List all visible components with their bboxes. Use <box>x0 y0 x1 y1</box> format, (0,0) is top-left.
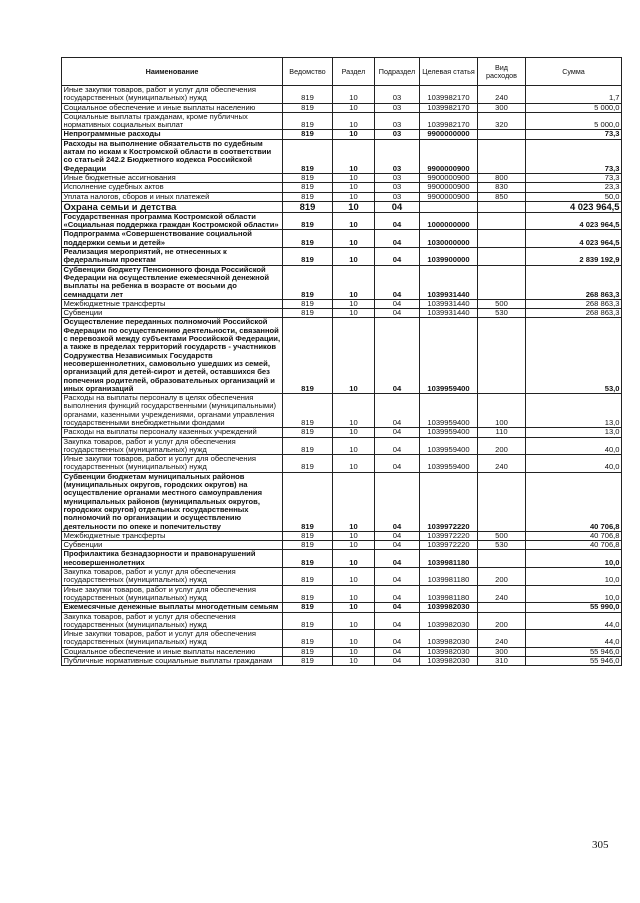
cell-pod: 03 <box>375 139 420 173</box>
cell-name: Субвенции бюджетам муниципальных районов (муниципальных округов, городских округов) на осуществление органами местного самоуправления муниципальных районов (муниципальных округов, городских округов) отдельных государственных полномочий по организации и осуществлению деятельности по опеке и попечительству <box>62 472 283 531</box>
cell-raz: 10 <box>333 541 375 550</box>
cell-name: Субвенции <box>62 541 283 550</box>
cell-raz: 10 <box>333 603 375 612</box>
cell-sum: 55 990,0 <box>526 603 622 612</box>
cell-vid: 200 <box>478 437 526 455</box>
cell-raz: 10 <box>333 531 375 540</box>
cell-vid: 240 <box>478 630 526 648</box>
cell-sum: 40 706,8 <box>526 541 622 550</box>
cell-st: 1000000000 <box>420 212 478 230</box>
cell-vid <box>478 139 526 173</box>
cell-vid <box>478 230 526 248</box>
cell-name: Подпрограмма «Совершенствование социальной поддержки семьи и детей» <box>62 230 283 248</box>
cell-raz: 10 <box>333 130 375 139</box>
table-row <box>62 612 622 630</box>
table-row <box>62 455 622 473</box>
cell-vid: 850 <box>478 192 526 201</box>
cell-ved: 819 <box>283 318 333 394</box>
cell-ved: 819 <box>283 647 333 656</box>
cell-pod: 04 <box>375 647 420 656</box>
cell-sum: 55 946,0 <box>526 647 622 656</box>
cell-sum: 2 839 192,9 <box>526 248 622 266</box>
table-row <box>62 630 622 648</box>
col-header-razdel: Раздел <box>333 58 375 86</box>
table-row <box>62 112 622 130</box>
cell-ved: 819 <box>283 173 333 182</box>
cell-pod: 04 <box>375 201 420 212</box>
cell-name: Ежемесячные денежные выплаты многодетным семьям <box>62 603 283 612</box>
cell-ved: 819 <box>283 541 333 550</box>
cell-name: Реализация мероприятий, не отнесенных к федеральным проектам <box>62 248 283 266</box>
cell-vid: 110 <box>478 428 526 437</box>
table-row <box>62 437 622 455</box>
cell-st: 9900000900 <box>420 183 478 192</box>
cell-sum: 5 000,0 <box>526 103 622 112</box>
cell-st: 1039982030 <box>420 657 478 666</box>
cell-vid <box>478 212 526 230</box>
table-row <box>62 212 622 230</box>
cell-st: 1039982030 <box>420 603 478 612</box>
col-header-name: Наименование <box>62 58 283 86</box>
cell-st: 1039900000 <box>420 248 478 266</box>
cell-raz: 10 <box>333 173 375 182</box>
cell-vid <box>478 265 526 299</box>
cell-vid <box>478 201 526 212</box>
table-row <box>62 568 622 586</box>
cell-name: Исполнение судебных актов <box>62 183 283 192</box>
cell-name: Социальное обеспечение и иные выплаты населению <box>62 103 283 112</box>
cell-st: 1039959400 <box>420 455 478 473</box>
cell-sum: 4 023 964,5 <box>526 212 622 230</box>
cell-vid: 100 <box>478 394 526 428</box>
cell-ved: 819 <box>283 230 333 248</box>
cell-st: 1039982030 <box>420 647 478 656</box>
cell-vid: 200 <box>478 612 526 630</box>
cell-pod: 04 <box>375 428 420 437</box>
cell-name: Публичные нормативные социальные выплаты гражданам <box>62 657 283 666</box>
cell-pod: 03 <box>375 192 420 201</box>
cell-st: 1039981180 <box>420 568 478 586</box>
cell-pod: 04 <box>375 568 420 586</box>
cell-sum: 13,0 <box>526 428 622 437</box>
cell-st: 1039931440 <box>420 309 478 318</box>
cell-pod: 04 <box>375 248 420 266</box>
cell-ved: 819 <box>283 309 333 318</box>
cell-ved: 819 <box>283 531 333 540</box>
cell-ved: 819 <box>283 112 333 130</box>
cell-sum: 268 863,3 <box>526 299 622 308</box>
col-header-vid: Вид расходов <box>478 58 526 86</box>
cell-ved: 819 <box>283 130 333 139</box>
cell-name: Уплата налогов, сборов и иных платежей <box>62 192 283 201</box>
cell-vid: 240 <box>478 86 526 104</box>
cell-vid <box>478 130 526 139</box>
table-row <box>62 103 622 112</box>
cell-pod: 04 <box>375 265 420 299</box>
cell-sum: 10,0 <box>526 568 622 586</box>
cell-vid <box>478 248 526 266</box>
cell-ved: 819 <box>283 248 333 266</box>
cell-name: Расходы на выполнение обязательств по судебным актам по искам к Костромской области в соответствии со статьей 242.2 Бюджетного кодекса Российской Федерации <box>62 139 283 173</box>
cell-name: Иные закупки товаров, работ и услуг для обеспечения государственных (муниципальных) нужд <box>62 86 283 104</box>
table-row <box>62 201 622 212</box>
cell-ved: 819 <box>283 437 333 455</box>
cell-st <box>420 201 478 212</box>
cell-raz: 10 <box>333 585 375 603</box>
cell-ved: 819 <box>283 550 333 568</box>
cell-pod: 04 <box>375 531 420 540</box>
cell-pod: 04 <box>375 394 420 428</box>
cell-st: 9900000900 <box>420 139 478 173</box>
cell-sum: 40,0 <box>526 437 622 455</box>
cell-sum: 4 023 964,5 <box>526 230 622 248</box>
cell-st: 1039972220 <box>420 531 478 540</box>
cell-name: Субвенции <box>62 309 283 318</box>
col-header-podrazdel: Подраздел <box>375 58 420 86</box>
cell-ved: 819 <box>283 603 333 612</box>
cell-name: Иные закупки товаров, работ и услуг для обеспечения государственных (муниципальных) нужд <box>62 630 283 648</box>
cell-raz: 10 <box>333 612 375 630</box>
cell-pod: 03 <box>375 173 420 182</box>
cell-pod: 03 <box>375 183 420 192</box>
cell-ved: 819 <box>283 394 333 428</box>
cell-name: Закупка товаров, работ и услуг для обеспечения государственных (муниципальных) нужд <box>62 568 283 586</box>
col-header-summa: Сумма <box>526 58 622 86</box>
cell-raz: 10 <box>333 212 375 230</box>
cell-st: 1039981180 <box>420 550 478 568</box>
table-row <box>62 585 622 603</box>
cell-ved: 819 <box>283 612 333 630</box>
cell-pod: 03 <box>375 130 420 139</box>
cell-pod: 04 <box>375 657 420 666</box>
cell-sum: 73,3 <box>526 130 622 139</box>
cell-ved: 819 <box>283 192 333 201</box>
cell-sum: 50,0 <box>526 192 622 201</box>
table-body <box>62 86 622 666</box>
col-header-vedomstvo: Ведомство <box>283 58 333 86</box>
cell-raz: 10 <box>333 647 375 656</box>
col-header-statya: Целевая статья <box>420 58 478 86</box>
cell-vid: 500 <box>478 299 526 308</box>
cell-ved: 819 <box>283 657 333 666</box>
cell-sum: 268 863,3 <box>526 265 622 299</box>
table-row <box>62 657 622 666</box>
cell-pod: 04 <box>375 612 420 630</box>
cell-sum: 1,7 <box>526 86 622 104</box>
cell-sum: 40 706,8 <box>526 472 622 531</box>
cell-st: 9900000900 <box>420 192 478 201</box>
cell-name: Иные закупки товаров, работ и услуг для обеспечения государственных (муниципальных) нужд <box>62 455 283 473</box>
cell-name: Социальное обеспечение и иные выплаты населению <box>62 647 283 656</box>
cell-st: 1039981180 <box>420 585 478 603</box>
table-row <box>62 472 622 531</box>
cell-pod: 04 <box>375 585 420 603</box>
cell-name: Закупка товаров, работ и услуг для обеспечения государственных (муниципальных) нужд <box>62 437 283 455</box>
cell-st: 1039982030 <box>420 612 478 630</box>
cell-name: Субвенции бюджету Пенсионного фонда Российской Федерации на осуществление ежемесячной денежной выплаты на ребенка в возрасте от восьми до семнадцати лет <box>62 265 283 299</box>
cell-sum: 53,0 <box>526 318 622 394</box>
table-row <box>62 394 622 428</box>
cell-name: Расходы на выплаты персоналу в целях обеспечения выполнения функций государственными (муниципальными) органами, казенными учреждениями, органами управления государственными внебюджетными фондами <box>62 394 283 428</box>
cell-vid: 240 <box>478 585 526 603</box>
cell-st: 1039982170 <box>420 112 478 130</box>
cell-vid: 240 <box>478 455 526 473</box>
cell-ved: 819 <box>283 630 333 648</box>
cell-pod: 04 <box>375 309 420 318</box>
cell-raz: 10 <box>333 437 375 455</box>
cell-vid <box>478 318 526 394</box>
cell-pod: 03 <box>375 103 420 112</box>
table-row <box>62 318 622 394</box>
cell-raz: 10 <box>333 309 375 318</box>
cell-sum: 40,0 <box>526 455 622 473</box>
cell-st: 1039959400 <box>420 437 478 455</box>
cell-st: 1039959400 <box>420 318 478 394</box>
cell-sum: 10,0 <box>526 550 622 568</box>
cell-pod: 04 <box>375 550 420 568</box>
cell-raz: 10 <box>333 568 375 586</box>
cell-sum: 268 863,3 <box>526 309 622 318</box>
cell-vid: 200 <box>478 568 526 586</box>
cell-ved: 819 <box>283 455 333 473</box>
cell-raz: 10 <box>333 455 375 473</box>
cell-sum: 23,3 <box>526 183 622 192</box>
cell-ved: 819 <box>283 139 333 173</box>
cell-raz: 10 <box>333 192 375 201</box>
cell-vid: 500 <box>478 531 526 540</box>
cell-name: Межбюджетные трансферты <box>62 299 283 308</box>
cell-sum: 44,0 <box>526 630 622 648</box>
table-row <box>62 541 622 550</box>
cell-raz: 10 <box>333 112 375 130</box>
cell-raz: 10 <box>333 139 375 173</box>
cell-pod: 04 <box>375 455 420 473</box>
cell-pod: 03 <box>375 86 420 104</box>
table-row <box>62 130 622 139</box>
cell-vid: 530 <box>478 309 526 318</box>
cell-raz: 10 <box>333 394 375 428</box>
cell-name: Иные бюджетные ассигнования <box>62 173 283 182</box>
cell-pod: 04 <box>375 630 420 648</box>
table-row <box>62 550 622 568</box>
table-row <box>62 531 622 540</box>
cell-st: 1039972220 <box>420 541 478 550</box>
cell-vid <box>478 603 526 612</box>
table-row <box>62 192 622 201</box>
table-row <box>62 173 622 182</box>
cell-raz: 10 <box>333 183 375 192</box>
table-row <box>62 265 622 299</box>
cell-raz: 10 <box>333 86 375 104</box>
table-row <box>62 299 622 308</box>
cell-ved: 819 <box>283 86 333 104</box>
cell-name: Охрана семьи и детства <box>62 201 283 212</box>
cell-sum: 4 023 964,5 <box>526 201 622 212</box>
cell-ved: 819 <box>283 201 333 212</box>
cell-name: Иные закупки товаров, работ и услуг для обеспечения государственных (муниципальных) нужд <box>62 585 283 603</box>
cell-st: 1039972220 <box>420 472 478 531</box>
cell-vid: 800 <box>478 173 526 182</box>
cell-vid: 830 <box>478 183 526 192</box>
cell-st: 9900000900 <box>420 173 478 182</box>
cell-ved: 819 <box>283 428 333 437</box>
table-row <box>62 248 622 266</box>
cell-pod: 04 <box>375 603 420 612</box>
table-row <box>62 603 622 612</box>
cell-st: 9900000000 <box>420 130 478 139</box>
cell-pod: 03 <box>375 112 420 130</box>
table-row <box>62 309 622 318</box>
budget-table <box>61 57 622 666</box>
cell-sum: 55 946,0 <box>526 657 622 666</box>
cell-raz: 10 <box>333 201 375 212</box>
cell-raz: 10 <box>333 248 375 266</box>
cell-st: 1030000000 <box>420 230 478 248</box>
cell-pod: 04 <box>375 299 420 308</box>
cell-pod: 04 <box>375 318 420 394</box>
cell-pod: 04 <box>375 472 420 531</box>
cell-raz: 10 <box>333 472 375 531</box>
cell-vid: 310 <box>478 657 526 666</box>
table-row <box>62 183 622 192</box>
cell-sum: 13,0 <box>526 394 622 428</box>
cell-ved: 819 <box>283 568 333 586</box>
cell-name: Непрограммные расходы <box>62 130 283 139</box>
cell-ved: 819 <box>283 103 333 112</box>
cell-ved: 819 <box>283 212 333 230</box>
cell-sum: 10,0 <box>526 585 622 603</box>
cell-ved: 819 <box>283 265 333 299</box>
cell-vid <box>478 472 526 531</box>
cell-ved: 819 <box>283 183 333 192</box>
cell-ved: 819 <box>283 585 333 603</box>
table-row <box>62 230 622 248</box>
cell-raz: 10 <box>333 657 375 666</box>
cell-sum: 73,3 <box>526 173 622 182</box>
cell-st: 1039959400 <box>420 394 478 428</box>
page-number: 305 <box>592 839 609 851</box>
cell-st: 1039982170 <box>420 86 478 104</box>
table-row <box>62 139 622 173</box>
table-row <box>62 647 622 656</box>
cell-name: Социальные выплаты гражданам, кроме публичных нормативных социальных выплат <box>62 112 283 130</box>
cell-sum: 5 000,0 <box>526 112 622 130</box>
cell-ved: 819 <box>283 472 333 531</box>
cell-raz: 10 <box>333 103 375 112</box>
cell-name: Закупка товаров, работ и услуг для обеспечения государственных (муниципальных) нужд <box>62 612 283 630</box>
cell-sum: 40 706,8 <box>526 531 622 540</box>
cell-name: Осуществление переданных полномочий Российской Федерации по осуществлению деятельности, связанной с перевозкой между субъектами Российской Федерации, а также в пределах территорий государств - участников Содружества Независимых Государств несовершеннолетних, самовольно ушедших из семей, организаций для детей-сирот и детей, оставшихся без попечения родителей, образовательных организаций и иных организаций <box>62 318 283 394</box>
cell-pod: 04 <box>375 212 420 230</box>
cell-pod: 04 <box>375 230 420 248</box>
cell-raz: 10 <box>333 550 375 568</box>
cell-raz: 10 <box>333 299 375 308</box>
cell-raz: 10 <box>333 318 375 394</box>
table-row <box>62 428 622 437</box>
cell-raz: 10 <box>333 230 375 248</box>
cell-st: 1039959400 <box>420 428 478 437</box>
cell-vid <box>478 550 526 568</box>
cell-name: Государственная программа Костромской области «Социальная поддержка граждан Костромской области» <box>62 212 283 230</box>
cell-st: 1039931440 <box>420 265 478 299</box>
cell-st: 1039982030 <box>420 630 478 648</box>
cell-raz: 10 <box>333 630 375 648</box>
cell-st: 1039982170 <box>420 103 478 112</box>
cell-name: Межбюджетные трансферты <box>62 531 283 540</box>
cell-vid: 320 <box>478 112 526 130</box>
cell-pod: 04 <box>375 437 420 455</box>
cell-vid: 300 <box>478 647 526 656</box>
cell-vid: 300 <box>478 103 526 112</box>
table-header-row <box>62 58 622 86</box>
cell-raz: 10 <box>333 428 375 437</box>
cell-name: Профилактика безнадзорности и правонарушений несовершеннолетних <box>62 550 283 568</box>
cell-vid: 530 <box>478 541 526 550</box>
cell-sum: 44,0 <box>526 612 622 630</box>
cell-raz: 10 <box>333 265 375 299</box>
cell-pod: 04 <box>375 541 420 550</box>
cell-sum: 73,3 <box>526 139 622 173</box>
table-row <box>62 86 622 104</box>
cell-ved: 819 <box>283 299 333 308</box>
cell-name: Расходы на выплаты персоналу казенных учреждений <box>62 428 283 437</box>
cell-st: 1039931440 <box>420 299 478 308</box>
